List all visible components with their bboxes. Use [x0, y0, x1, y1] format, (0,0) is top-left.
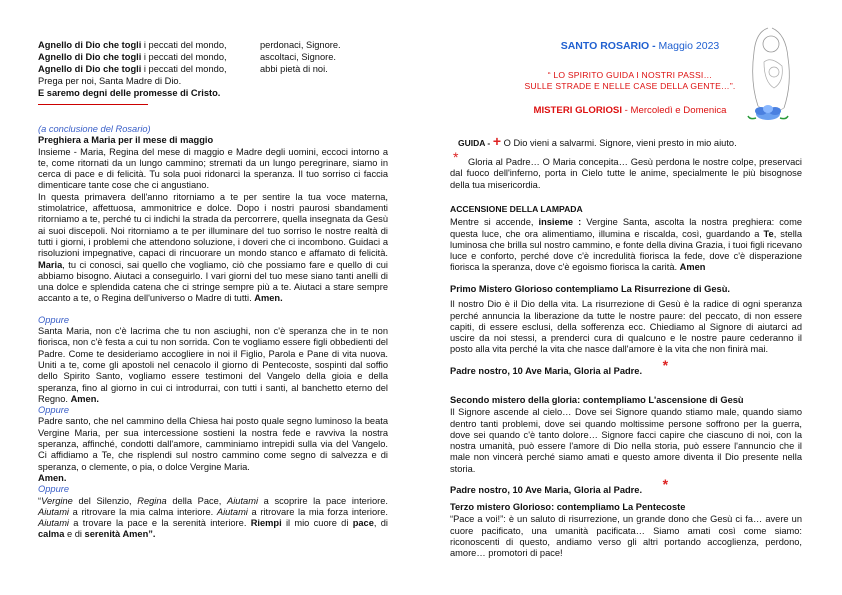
left-column	[38, 0, 388, 595]
cross-icon: +	[492, 133, 502, 149]
saremo-line: E saremo degni delle promesse di Cristo.	[38, 88, 221, 98]
blue-flower-icon	[748, 105, 788, 120]
accensione-block	[450, 204, 802, 274]
paragraph: Padre santo, che nel cammino della Chiesa hai posto quale segno luminoso la beata Vergine Maria, per sua intercessione sostieni la nostra fede e ravviva la nostra speranza, affinché, condotti dall'amore, camminiamo intrepidi sulla via del Vangelo. Ci affidiamo a Te, che risplendi sul nostro cammino come segno di salvezza e di speranza, o clemente, o pia, o dolce Vergine Maria. Amen.	[38, 416, 388, 483]
accensione-title: ACCENSIONE DELLA LAMPADA	[450, 204, 583, 214]
agnello-line: Agnello di Dio che togli i peccati del mondo, abbi pietà di noi.	[38, 64, 328, 74]
misteri-title: MISTERI GLORIOSI - Mercoledì e Domenica	[533, 105, 727, 116]
star-icon: *	[662, 356, 669, 373]
prega-line: Prega per noi, Santa Madre di Dio.	[38, 76, 182, 86]
paragraph: “Pace a voi!”: è un saluto di risurrezione, un grande dono che Gesù ci fa… avere un cuore pacificato, una umanità pacificata… Siamo amati così come siamo: riconoscenti di questo, andiamo verso gli altri portando accoglienza, perdono, amore… promotori di pace!	[450, 514, 802, 559]
paragraph: Mentre si accende, insieme : Vergine Santa, ascolta la nostra preghiera: come questa luce, che ora alimentiamo, illumina e riscalda, così, guardando a Te, stella luminosa che brilla sul nostro cammino, e fonte della divina Grazia, i tuoi figli ricevano luce e conforto, perché dove c'è incredulità fiorisca la fede, dove c'è disperazione fiorisca la speranza, dove c'è egoismo fiorisca la carità. Amen	[450, 217, 802, 273]
mistero-title: Secondo mistero della gloria: contempliamo L'ascensione di Gesù	[450, 395, 744, 405]
mistero-2	[450, 395, 802, 496]
preghiera-title: Preghiera a Maria per il mese di maggio	[38, 135, 214, 146]
star-icon: *	[453, 149, 459, 165]
red-divider	[38, 104, 148, 105]
paragraph: Il nostro Dio è il Dio della vita. La risurrezione di Gesù è la radice di ogni speranza perché annuncia la liberazione da tutte le nostre paure: del peccato, di non essere capiti, di essere esclusi, della sofferenza ecc. Chiediamo al Signore di aiutarci ad uscire da noi stessi, a prenderci cura di qualcuno e le nostre paure cederanno il posto alla vita perché la vita che nasce dall'amore è la vita che non finirà mai.	[450, 299, 802, 355]
padre-line: Padre nostro, 10 Ave Maria, Gloria al Padre. *	[450, 476, 669, 496]
star-icon: *	[662, 476, 669, 493]
oppure-label: Oppure	[38, 314, 70, 325]
mistero-title: Primo Mistero Glorioso contempliamo La Risurrezione di Gesù.	[450, 284, 730, 294]
mistero-1	[450, 284, 802, 377]
paragraph: Santa Maria, non c'è lacrima che tu non asciughi, non c'è speranza che in te non fiorisca, non c'è festa a cui tu non sorrida. Con te vogliamo essere figli obbedienti del Padre. Come te desideriamo accogliere in noi il Figlio, Parola e Pane di vita nuova. Uniti a te, come gli apostoli nel cenacolo il giorno di Pentecoste, sospinti dal soffio dello Spirito Santo, vogliamo essere testimoni del Vangelo della gioia e della speranza, fino al giorno in cui ci introdurrai, con tutti i santi, al banchetto eterno del Regno. Amen.	[38, 326, 388, 404]
agnello-line: Agnello di Dio che togli i peccati del mondo, ascoltaci, Signore.	[38, 52, 336, 62]
padre-line: Padre nostro, 10 Ave Maria, Gloria al Padre. *	[450, 356, 669, 376]
guida-line: GUIDA - + O Dio vieni a salvarmi. Signore, vieni presto in mio aiuto.	[458, 133, 737, 149]
paragraph: Insieme - Maria, Regina del mese di maggio e Madre degli uomini, eccoci intorno a te, come ritornati da un lungo cammino; stremati da un lungo peregrinare, siamo in cerca di pace e di felicità. Tu sola puoi ridonarci la speranza. Il tuo sorriso ci faccia dimenticare tante cose che ci angustiano.	[38, 146, 388, 191]
paragraph: “Vergine del Silenzio, Regina della Pace, Aiutami a scoprire la pace interiore. Aiutami a ritrovare la mia calma interiore. Aiutami a ritrovare la mia forza interiore. Aiutami a trovare la pace e la serenità interiore. Riempi il mio cuore di pace, di calma e di serenità Amen”.	[38, 495, 388, 540]
right-column	[450, 0, 802, 595]
paragraph: Il Signore ascende al cielo… Dove sei Signore quando stiamo male, quando siamo dentro tanti problemi, dove sei quando moltissime persone soffrono per la guerra, dove sei quando c'è tanto dolore… Signore facci capire che ciascuno di noi, con la nostra umanità, può essere l'amore di Dio nella storia, può essere l'annuncio che il male non vincerà perché siamo amati e questo amore diventa il Dio presente nella storia.	[450, 407, 802, 474]
agnello-line: Agnello di Dio che togli i peccati del mondo, perdonaci, Signore.	[38, 40, 341, 50]
madonna-illustration	[738, 22, 802, 132]
mistero-title: Terzo mistero Glorioso: contempliamo La Pentecoste	[450, 502, 686, 512]
paragraph: In questa primavera dell'anno ritorniamo a te per sentire la tua voce materna, stimolatrice, affettuosa, ammonitrice e dolce. Dopo i nostri paurosi sbandamenti ritorniamo a te, perché tu ci indichi la strada da percorrere, quella insegnata da Gesù ai suoi discepoli. Noi ritorniamo a te per illuminare del tuo sorriso le nostre realtà di tutti i giorni, i problemi che attendono soluzione, i doveri che ci incombono. Guidaci a risoluzioni impegnative, capaci di rincuorare un mondo stanco e affamato di felicità. Maria, tu ci conosci, sai quello che vogliamo, ciò che possiamo fare e quello di cui abbiamo bisogno. Aiutaci a conseguirlo. I vari giorni del tuo mese siano tanti anelli di una dolce e splendida catena che ci stringe sempre più a te. Aiutaci a stare sempre accanto a te, o Regina dell'universo o Madre di tutti. Amen.	[38, 191, 388, 304]
motto: “ LO SPIRITO GUIDA I NOSTRI PASSI… SULLE STRADE E NELLE CASE DELLA GENTE…”.	[524, 70, 736, 91]
header-title: SANTO ROSARIO - Maggio 2023	[560, 40, 720, 52]
mistero-3	[450, 502, 802, 559]
oppure-label: Oppure	[38, 484, 70, 495]
conclusione-note: (a conclusione del Rosario)	[38, 124, 151, 134]
oppure-label: Oppure	[38, 405, 70, 416]
gloria-block: * Gloria al Padre… O Maria concepita… Gesù perdona le nostre colpe, preservaci dal fuoco dell'inferno, porta in Cielo tutte le anime, specialmente le più bisognose della tua misericordia.	[450, 149, 802, 190]
